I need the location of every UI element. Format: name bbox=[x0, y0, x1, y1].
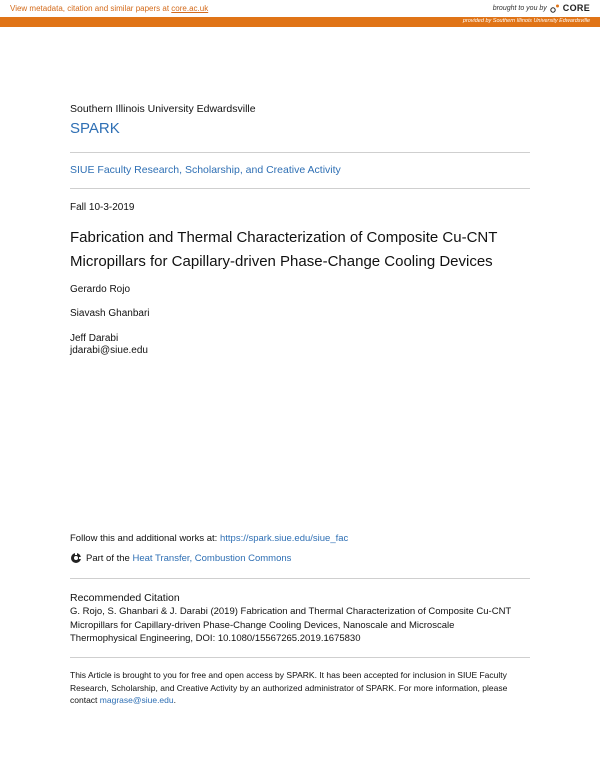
author-name: Jeff Darabi bbox=[70, 333, 119, 344]
notice-line: This Article is brought to you for free and open access by SPARK. It has been accepted for inclusion in SIUE Faculty bbox=[70, 670, 507, 680]
part-of-text: Part of the bbox=[86, 552, 133, 564]
institution-name: Southern Illinois University Edwardsville bbox=[70, 103, 256, 115]
follow-url-link[interactable]: https://spark.siue.edu/siue_fac bbox=[219, 533, 349, 544]
divider bbox=[70, 657, 530, 658]
title-line: Micropillars for Capillary-driven Phase-Change Cooling Devices bbox=[70, 253, 493, 270]
citation-line: Micropillars for Capillary-driven Phase-Change Cooling Devices, Nanoscale and Microscale bbox=[70, 619, 455, 631]
title-line: Fabrication and Thermal Characterization of Composite Cu-CNT bbox=[70, 229, 498, 246]
citation-line: Thermophysical Engineering, DOI: 10.1080/15567265.2019.1675830 bbox=[70, 633, 361, 644]
core-metadata-notice bbox=[10, 4, 208, 13]
citation-heading: Recommended Citation bbox=[70, 592, 180, 604]
brought-by-text: brought to you by bbox=[492, 4, 547, 12]
divider bbox=[70, 188, 530, 189]
access-notice bbox=[70, 669, 530, 707]
core-logo-icon bbox=[550, 3, 560, 13]
core-logo-text: CORE bbox=[562, 3, 590, 13]
repository-name[interactable]: SPARK bbox=[70, 120, 120, 137]
article-title bbox=[70, 226, 530, 274]
provided-by-text: provided by Southern Illinois University Edwardsville bbox=[462, 18, 590, 24]
author-email: jdarabi@siue.edu bbox=[70, 345, 148, 356]
contact-line bbox=[70, 694, 530, 707]
core-branding[interactable] bbox=[493, 3, 590, 13]
part-of-commons bbox=[70, 552, 530, 564]
core-top-bar bbox=[0, 0, 600, 17]
contact-prefix: contact bbox=[70, 695, 100, 705]
divider bbox=[70, 152, 530, 153]
divider bbox=[70, 578, 530, 579]
core-banner bbox=[0, 0, 600, 28]
publication-date: Fall 10-3-2019 bbox=[70, 202, 135, 213]
author-name: Gerardo Rojo bbox=[70, 284, 131, 295]
core-view-text: View metadata, citation and similar papers at bbox=[10, 4, 172, 13]
contact-email-link[interactable]: magrase@siue.edu bbox=[99, 695, 174, 705]
collection-link[interactable]: SIUE Faculty Research, Scholarship, and Creative Activity bbox=[70, 164, 341, 176]
author-name: Siavash Ghanbari bbox=[70, 308, 150, 319]
notice-line: Research, Scholarship, and Creative Activity by an authorized administrator of SPARK. For more information, please bbox=[70, 682, 508, 693]
citation-text bbox=[70, 605, 530, 646]
commons-link[interactable]: Heat Transfer, Combustion Commons bbox=[132, 552, 292, 564]
citation-line: G. Rojo, S. Ghanbari & J. Darabi (2019) Fabrication and Thermal Characterization of Composite Cu-CNT bbox=[70, 606, 512, 617]
follow-text: Follow this and additional works at: bbox=[70, 533, 220, 544]
core-link[interactable]: core.ac.uk bbox=[171, 4, 209, 13]
network-logo-icon bbox=[70, 552, 82, 564]
core-provided-strip bbox=[0, 17, 600, 27]
follow-works bbox=[70, 533, 530, 544]
contact-suffix: . bbox=[173, 695, 176, 705]
